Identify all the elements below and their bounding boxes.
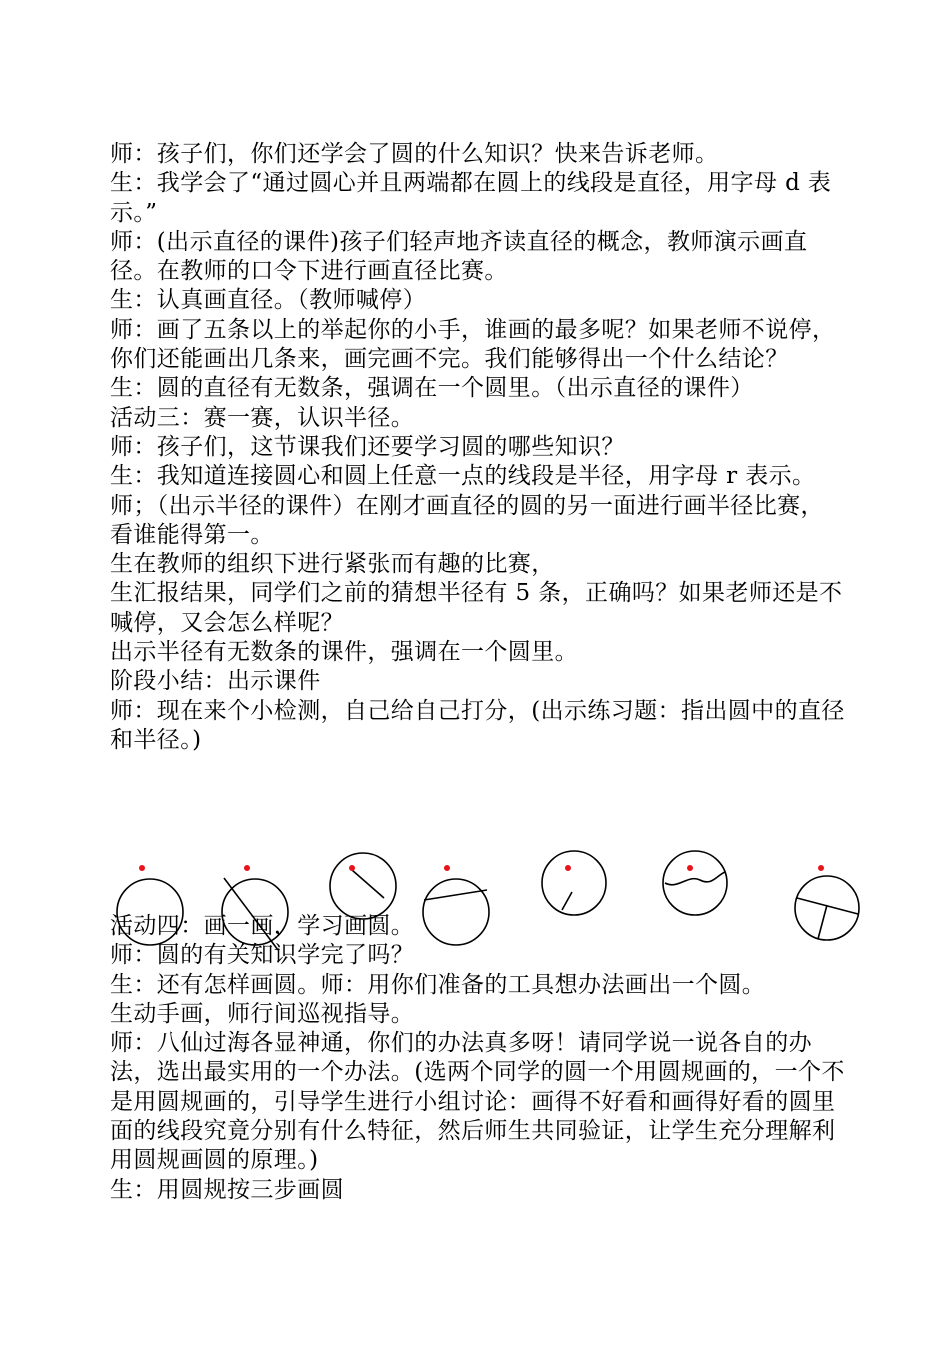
circle-figure-6: [663, 851, 727, 915]
text-block-top: [110, 140, 845, 755]
segment-line: [352, 870, 384, 898]
segment-line: [818, 905, 827, 939]
paragraph: 师：圆的有关知识学完了吗？: [110, 942, 415, 969]
paragraph: 师：(出示直径的课件)孩子们轻声地齐读直径的概念，教师演示画直径。在教师的口令下进行画直径比赛。: [110, 228, 808, 285]
circle-outline: [330, 853, 396, 919]
paragraph: 师：现在来个小检测，自己给自己打分，(出示练习题：指出圆中的直径和半径。): [110, 697, 845, 753]
paragraph: 师；（出示半径的课件）在刚才画直径的圆的另一面进行画半径比赛，看谁能得第一。: [110, 492, 824, 548]
circle-figure-2: [222, 865, 288, 950]
paragraph: 生：圆的直径有无数条，强调在一个圆里。（出示直径的课件）: [110, 375, 754, 402]
circle-figure-5: [542, 851, 606, 915]
text-block-bottom: [110, 912, 845, 1205]
center-dot: [349, 865, 355, 871]
circle-outline: [117, 879, 183, 945]
circle-outline: [542, 851, 606, 915]
center-dot: [139, 865, 145, 871]
section-heading: 活动四：画一画，学习画圆。: [110, 913, 415, 939]
paragraph: 出示半径有无数条的课件，强调在一个圆里。: [110, 639, 578, 666]
paragraph: 师：孩子们，这节课我们还要学习圆的哪些知识？: [110, 433, 625, 460]
crossing-line: [224, 878, 278, 950]
chord-line: [424, 890, 487, 900]
paragraph: 生：用圆规按三步画圆: [110, 1176, 344, 1203]
circle-figure-7: [795, 865, 859, 940]
center-dot: [444, 865, 450, 871]
circle-figure-4: [423, 865, 489, 945]
circle-outline: [423, 879, 489, 945]
circle-figure-3: [330, 853, 396, 919]
paragraph: 生：还有怎样画圆。师：用你们准备的工具想办法画出一个圆。: [110, 971, 766, 998]
section-heading: 阶段小结：出示课件: [110, 668, 321, 695]
circle-exercise-figures: [0, 850, 950, 950]
center-dot: [687, 865, 693, 871]
center-dot: [565, 865, 571, 871]
center-dot: [244, 865, 250, 871]
paragraph: 生：我知道连接圆心和圆上任意一点的线段是半径，用字母 r 表示。: [110, 463, 816, 490]
paragraph: 生动手画，师行间巡视指导。: [110, 1000, 415, 1027]
paragraph: 师：八仙过海各显神通，你们的办法真多呀！请同学说一说各自的办法，选出最实用的一个办法。(选两个同学的圆一个用圆规画的，一个不是用圆规画的，引导学生进行小组讨论：画得不好看和画得好看的圆里面的线段究竟分别有什么特征，然后师生共同验证，让学生充分理解利用圆规画圆的原理。): [110, 1030, 845, 1174]
circle-outline: [663, 851, 727, 915]
wavy-line: [665, 872, 725, 885]
paragraph: 师：孩子们，你们还学会了圆的什么知识？快来告诉老师。: [110, 141, 719, 167]
paragraph: 生：认真画直径。（教师喊停）: [110, 287, 427, 314]
paragraph: 生汇报结果，同学们之前的猜想半径有 5 条，正确吗？如果老师还是不喊停，又会怎么样呢？: [110, 580, 843, 636]
segment-line: [562, 892, 572, 910]
paragraph: 生：我学会了“通过圆心并且两端都在圆上的线段是直径，用字母 d 表示。”: [110, 170, 832, 226]
circle-figure-1: [117, 865, 183, 945]
section-heading: 活动三：赛一赛，认识半径。: [110, 404, 415, 431]
paragraph: 师：画了五条以上的举起你的小手，谁画的最多呢？如果老师不说停，你们还能画出几条来，画完画不完。我们能够得出一个什么结论？: [110, 316, 836, 373]
center-dot: [818, 865, 824, 871]
paragraph: 生在教师的组织下进行紧张而有趣的比赛，: [110, 551, 555, 578]
